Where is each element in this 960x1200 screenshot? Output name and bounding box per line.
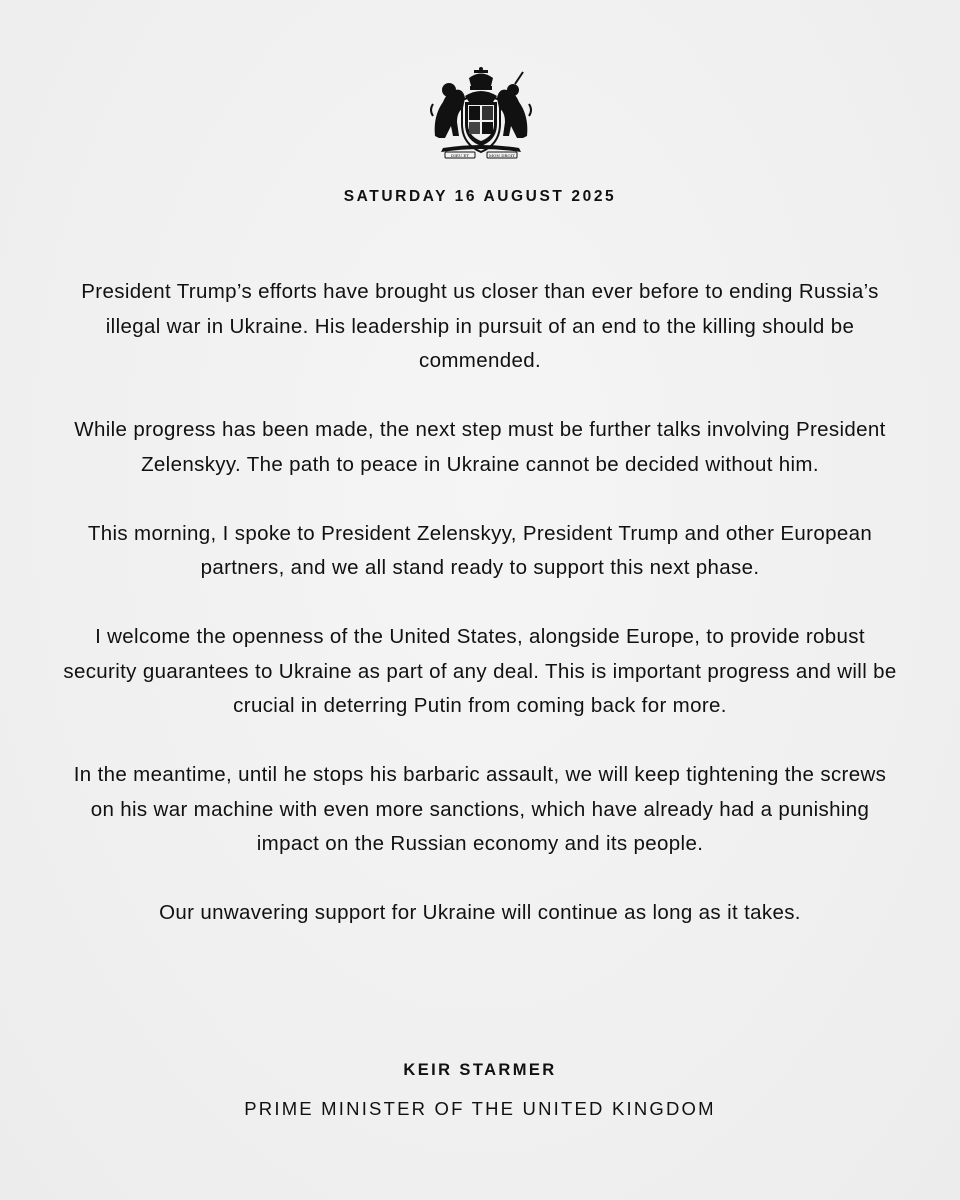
- royal-coat-of-arms-icon: [429, 66, 533, 162]
- motto-left: DIEU ET: [451, 153, 469, 158]
- motto-right: MON DROIT: [489, 153, 515, 158]
- statement-body: [60, 275, 900, 965]
- statement-date: SATURDAY 16 AUGUST 2025: [343, 188, 617, 205]
- paragraph: In the meantime, until he stops his barbaric assault, we will keep tightening the screws on his war machine with even more sanctions, which have already had a punishing impact on the Russian economy and its people.: [73, 763, 887, 855]
- paragraph: President Trump’s efforts have brought us closer than ever before to ending Russia’s illegal war in Ukraine. His leadership in pursuit of an end to the killing should be commended.: [81, 280, 879, 372]
- paragraph: I welcome the openness of the United States, alongside Europe, to provide robust security guarantees to Ukraine as part of any deal. This is important progress and will be crucial in deterring Putin from coming back for more.: [63, 625, 897, 717]
- signatory-title: PRIME MINISTER OF THE UNITED KINGDOM: [244, 1098, 716, 1119]
- paragraph: This morning, I spoke to President Zelenskyy, President Trump and other European partners, and we all stand ready to support this next phase.: [87, 521, 873, 579]
- paragraph: While progress has been made, the next step must be further talks involving President Zelenskyy. The path to peace in Ukraine cannot be decided without him.: [74, 418, 886, 476]
- paragraph: Our unwavering support for Ukraine will continue as long as it takes.: [159, 901, 801, 924]
- signatory-name: KEIR STARMER: [403, 1061, 557, 1079]
